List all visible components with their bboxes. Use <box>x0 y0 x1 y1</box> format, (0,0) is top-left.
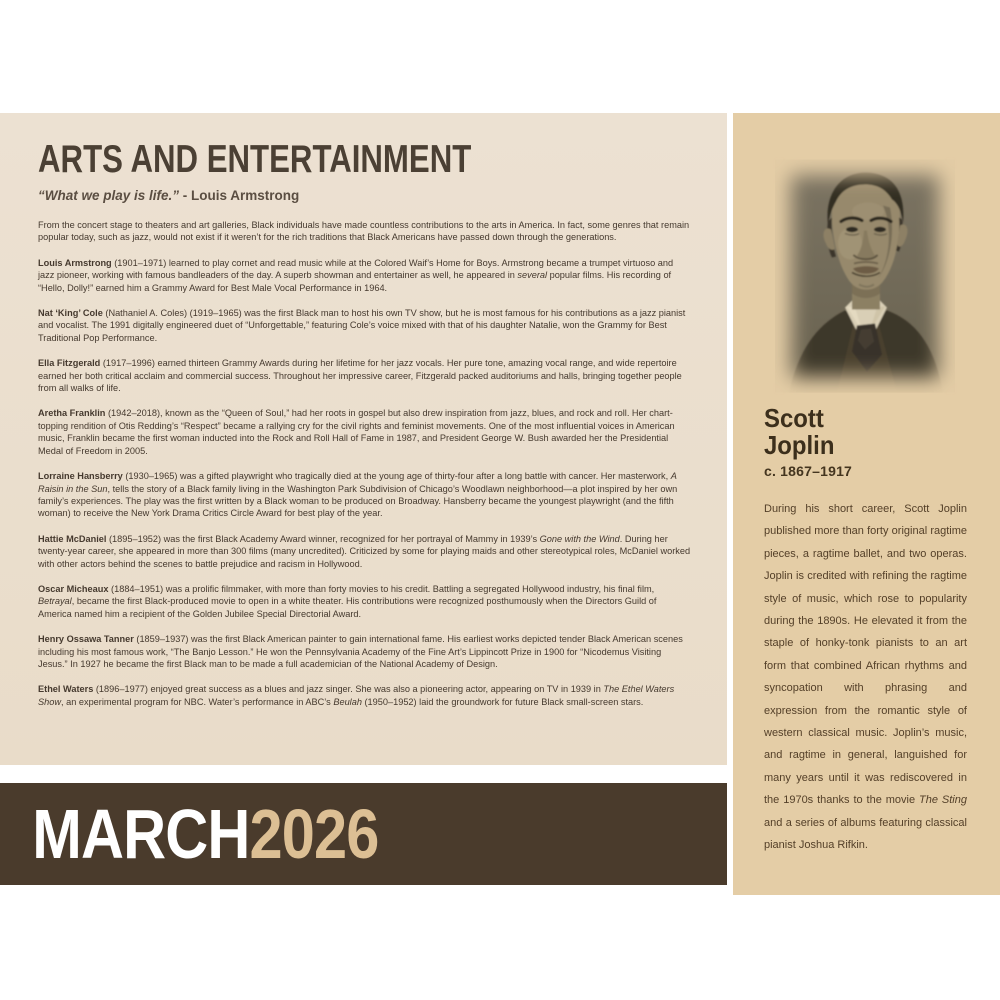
text-segment: Louis Armstrong <box>38 257 112 268</box>
text-segment: . During her twenty-year career, she appeared in more than 300 films (many uncredited). Criticized by some for playing maids and other stereotypical roles, McDaniel worked with other actors behind the scenes to battle prejudice and racism in Hollywood. <box>38 533 691 569</box>
article-paragraph <box>38 407 691 457</box>
article-paragraph <box>38 307 691 344</box>
text-segment: Lorraine Hansberry <box>38 471 123 482</box>
text-segment: , tells the story of a Black family living in the Washington Park Subdivision of Chicago’s Woodlawn neighborhood—a plot inspired by her own family’s experiences. The play was the first written by a Black woman to be produced on Broadway. Hansberry became the youngest playwright (and the fifth woman) to receive the New York Drama Critics Circle Award for best play of the year. <box>38 483 678 519</box>
article-paragraph <box>38 219 691 244</box>
text-segment: Ella Fitzgerald <box>38 358 101 369</box>
text-segment: Nat ‘King’ Cole <box>38 308 103 319</box>
text-segment: (1917–1996) earned thirteen Grammy Awards during her lifetime for her jazz vocals. Her pure tone, amazing vocal range, and wide repertoire earned her both critical acclaim and commercial success. Throughout her impressive career, Fitzgerald packed auditoriums and halls, bringing together people from all walks of life. <box>38 358 682 394</box>
text-segment: From the concert stage to theaters and art galleries, Black individuals have made countless contributions to the arts in America. In fact, some genres that remain popular today, such as jazz, would not exist if it weren’t for the rich traditions that Black Americans have passed down through the generations. <box>38 220 690 243</box>
artist-dates: c. 1867–1917 <box>764 463 853 479</box>
text-segment: (1901–1971) learned to play cornet and read music while at the Colored Waif’s Home for Boys. Armstrong became a trumpet virtuoso and jazz pioneer, working with famous bandleaders of the day. A superb showman and entertainer as well, he appeared in <box>38 257 674 281</box>
page-title: ARTS AND ENTERTAINMENT <box>38 138 472 181</box>
scott-joplin-portrait-illustration <box>775 159 955 393</box>
text-segment: (1942–2018), known as the “Queen of Soul,” had her roots in gospel but also drew inspiration from jazz, blues, and rock and roll. Her chart-topping rendition of Otis Redding’s “Respect” became a rallying cry for the civil rights and feminist movements. One of the most influential voices in American music, Franklin became the first woman inducted into the Rock and Roll Hall of Fame in 1987, and President George W. Bush awarded her the Presidential Medal of Freedom in 2005. <box>38 408 675 456</box>
artist-name-line1: Scott <box>764 403 824 433</box>
text-segment: (1950–1952) laid the groundwork for future Black small-screen stars. <box>361 696 644 707</box>
artist-bio <box>764 498 967 857</box>
text-segment: and a series of albums featuring classical pianist Joshua Rifkin. <box>764 816 967 852</box>
month-year-text <box>0 795 379 873</box>
text-segment: (1859–1937) was the first Black American painter to gain international fame. His earliest works depicted tender Black American scenes including his most famous work, “The Banjo Lesson.” He won the Pennsylvania Academy of the Fine Art’s Lippincott Prize in 1900 for “Nicodemus Visiting Jesus.” In 1927 he became the first Black man to be made a full academician of the National Academy of Design. <box>38 634 683 669</box>
quote-attribution: - Louis Armstrong <box>179 188 300 203</box>
text-segment: several <box>517 270 548 281</box>
article-panel <box>0 113 727 765</box>
text-segment: popular films. His recording of “Hello, Dolly!” earned him a Grammy Award for Best Male Vocal Performance in 1964. <box>38 270 672 293</box>
article-paragraph <box>38 533 691 570</box>
month-banner <box>0 783 727 885</box>
text-segment: Betrayal <box>38 596 72 607</box>
text-segment: During his short career, Scott Joplin published more than forty original ragtime pieces, a ragtime ballet, and two operas. Joplin is credited with refining the ragtime style of music, which rose to popularity during the 1890s. He elevated it from the staple of honky-tonk pianists to an art form that combined African rhythms and syncopation with phrasing and expression from the romantic style of western classical music. Joplin’s music, and ragtime in general, languished for many years until it was rediscovered in the 1970s thanks to the movie <box>764 503 967 807</box>
text-segment: (1895–1952) was the first Black Academy Award winner, recognized for her portrayal of Mammy in 1939’s <box>106 533 540 544</box>
text-segment: Henry Ossawa Tanner <box>38 634 134 645</box>
artist-name-line2: Joplin <box>764 430 835 460</box>
article-paragraph <box>38 683 691 708</box>
article-paragraph <box>38 583 691 620</box>
text-segment: , became the first Black-produced movie to open in a white theater. His contributions were recognized posthumously when the Directors Guild of America named him a recipient of the Golden Jubilee Special Directorial Award. <box>38 596 657 619</box>
quote-text: “What we play is life.” <box>38 188 180 203</box>
text-segment: The Ethel Waters Show <box>38 684 675 707</box>
article-paragraph <box>38 357 691 394</box>
text-segment: Ethel Waters <box>38 684 94 695</box>
text-segment: Gone with the Wind <box>539 533 620 544</box>
sidebar-featured-artist <box>733 113 1000 895</box>
quote-line <box>38 188 691 203</box>
month-label: MARCH <box>32 795 250 873</box>
text-segment: Oscar Micheaux <box>38 583 109 594</box>
portrait-image <box>775 159 955 393</box>
text-segment: A Raisin in the Sun <box>38 471 677 494</box>
text-segment: (Nathaniel A. Coles) (1919–1965) was the first Black man to host his own TV show, but he is most famous for his contributions as a jazz pianist and vocalist. The 1991 digitally engineered duet of “Unforgettable,” featuring Cole’s voice mixed with that of his daughter Natalie, won the Grammy for Best Traditional Pop Performance. <box>38 308 686 343</box>
article-content <box>0 113 727 708</box>
year-label: 2026 <box>249 795 379 873</box>
text-segment: Hattie McDaniel <box>38 533 107 544</box>
article-paragraph <box>38 633 691 670</box>
text-segment: (1884–1951) was a prolific filmmaker, with more than forty movies to his credit. Battling a segregated Hollywood industry, his final film, <box>108 583 655 594</box>
text-segment: (1930–1965) was a gifted playwright who tragically died at the young age of thirty-four after a long battle with cancer. Her masterwork, <box>122 471 671 482</box>
text-segment: The Sting <box>919 794 967 807</box>
text-segment: (1896–1977) enjoyed great success as a blues and jazz singer. She was also a pioneering actor, appearing on TV in 1939 in <box>93 684 604 695</box>
featured-artist-name <box>764 405 834 459</box>
text-segment: Aretha Franklin <box>38 408 106 419</box>
article-paragraph <box>38 470 691 520</box>
text-segment: Beulah <box>333 696 362 707</box>
article-paragraph <box>38 257 691 294</box>
text-segment: , an experimental program for NBC. Water’s performance in ABC’s <box>60 696 334 707</box>
article-paragraphs <box>38 219 691 708</box>
